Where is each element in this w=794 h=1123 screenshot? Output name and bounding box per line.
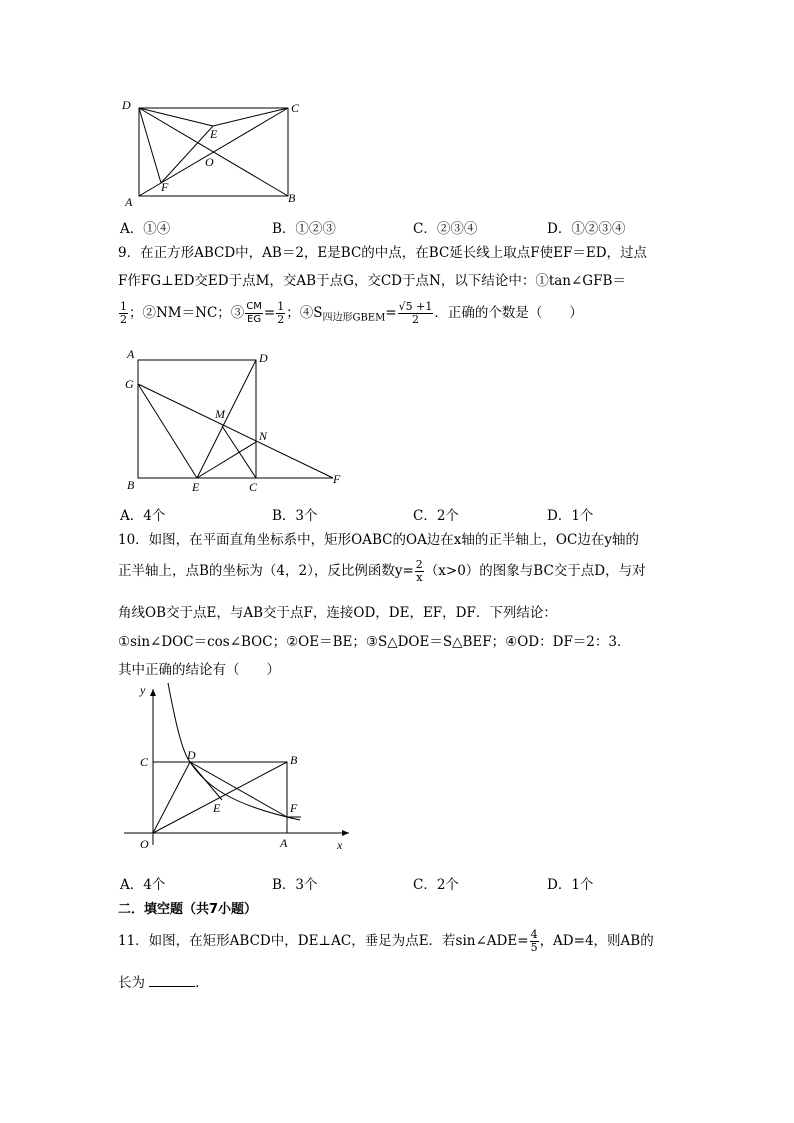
label-e: E [213,801,221,815]
q8-option-a[interactable]: A．①④ [120,221,171,237]
label-b: B [288,191,296,205]
frac-num: 2 [415,558,423,571]
q9-frac4 [398,301,434,326]
frac-den: EG [247,314,262,325]
label-g: G [125,377,134,391]
q8-option-b[interactable]: B．①②③ [272,221,336,237]
frac-num: CM [246,301,262,312]
label-e: E [192,480,200,494]
q10-option-b[interactable]: B．3个 [272,877,318,893]
q10-line4: ①sin∠DOC＝cos∠BOC；②OE＝BE；③S△DOE＝S△BEF；④OD：DF＝2：3． [118,634,631,650]
label-b: B [290,753,298,767]
frac-den: 2 [412,313,420,326]
q10-line1: 10．如图，在平面直角坐标系中，矩形OABC的OA边在x轴的正半轴上，OC边在y轴的 [118,532,639,548]
frac-num: 4 [530,928,538,941]
q10-option-c[interactable]: C．2个 [413,877,459,893]
label-o: O [205,155,214,169]
q9-part-e: ．正确的个数是（ ） [434,305,583,321]
section-title: 二．填空题（共7小题） [118,902,258,917]
q9-subscript: 四边形GBEM [322,312,386,324]
q8-figure [118,96,308,208]
frac-den: 2 [120,313,127,326]
q9-part-a: ；②NM＝NC；③ [129,305,245,321]
q10-option-a[interactable]: A．4个 [120,877,166,893]
q8-option-d[interactable]: D．①②③④ [547,221,626,237]
q11-line1-b: ，AD=4，则AB的 [539,933,654,949]
q9-option-c[interactable]: C．2个 [413,508,459,524]
q11-line2-end: ． [195,975,209,991]
label-c: C [249,480,258,494]
q9-frac3 [276,301,285,326]
label-d: D [259,351,268,365]
q9-figure [120,345,350,495]
label-e: E [210,127,218,141]
q9-option-a[interactable]: A．4个 [120,508,166,524]
q9-part-b: = [263,305,276,321]
label-c: C [291,101,300,115]
seg-od [153,762,190,833]
q9-part-d: = [385,305,397,321]
label-m: M [215,407,225,421]
q11-line2-text: 长为 [118,975,145,991]
label-d: D [122,98,131,112]
q10-line3: 角线OB交于点E，与AB交于点F，连接OD，DE，EF，DF．下列结论： [118,605,557,621]
label-f: F [333,472,341,486]
q9-option-b[interactable]: B．3个 [272,508,318,524]
frac-den: 5 [530,941,538,954]
q10-line5: 其中正确的结论有（ ） [118,662,280,678]
label-x: x [337,838,343,852]
q9-line2: F作FG⊥ED交ED于点M，交AB于点G，交CD于点N，以下结论中：①tan∠GFB＝ [118,273,626,289]
label-d: D [187,748,196,762]
q10-line2 [118,556,646,586]
frac-den: 2 [277,313,285,326]
frac-num: 1 [277,300,285,313]
square-abcd [138,360,256,478]
q9-frac1 [119,301,128,326]
q10-figure [120,682,360,854]
label-o: O [140,837,149,851]
label-y: y [140,683,146,697]
q11-line1-a: 11．如图，在矩形ABCD中，DE⊥AC，垂足为点E．若sin∠ADE= [118,933,529,949]
label-c: C [140,755,149,769]
label-n: N [259,429,268,443]
seg-de [139,108,213,126]
q9-part-c: ；④S [286,305,323,321]
seg-ce [213,108,288,126]
label-a: A [127,347,135,361]
q11-frac [530,929,539,954]
frac-num: 1 [120,300,127,313]
q11-line1 [118,926,654,956]
q9-line1: 9．在正方形ABCD中，AB＝2，E是BC的中点，在BC延长线上取点F使EF＝ED，过点 [118,245,648,261]
label-a: A [280,836,288,850]
label-f: F [161,180,169,194]
answer-blank[interactable] [149,974,195,987]
q8-option-c[interactable]: C．②③④ [413,221,478,237]
label-b: B [127,478,135,492]
q9-line3 [118,298,583,334]
frac-den: x [416,571,423,584]
label-f: F [290,801,298,815]
q10-option-d[interactable]: D．1个 [547,877,594,893]
q10-line2-a: 正半轴上，点B的坐标为（4，2），反比例函数y= [118,563,414,579]
q9-option-d[interactable]: D．1个 [547,508,594,524]
q9-frac2 [245,301,263,326]
q10-line2-b: （x>0）的图象与BC交于点D，与对 [424,563,646,579]
q11-line2 [118,974,209,992]
label-a: A [125,195,133,208]
q10-frac [415,559,424,584]
frac-num: √5 +1 [398,300,433,313]
